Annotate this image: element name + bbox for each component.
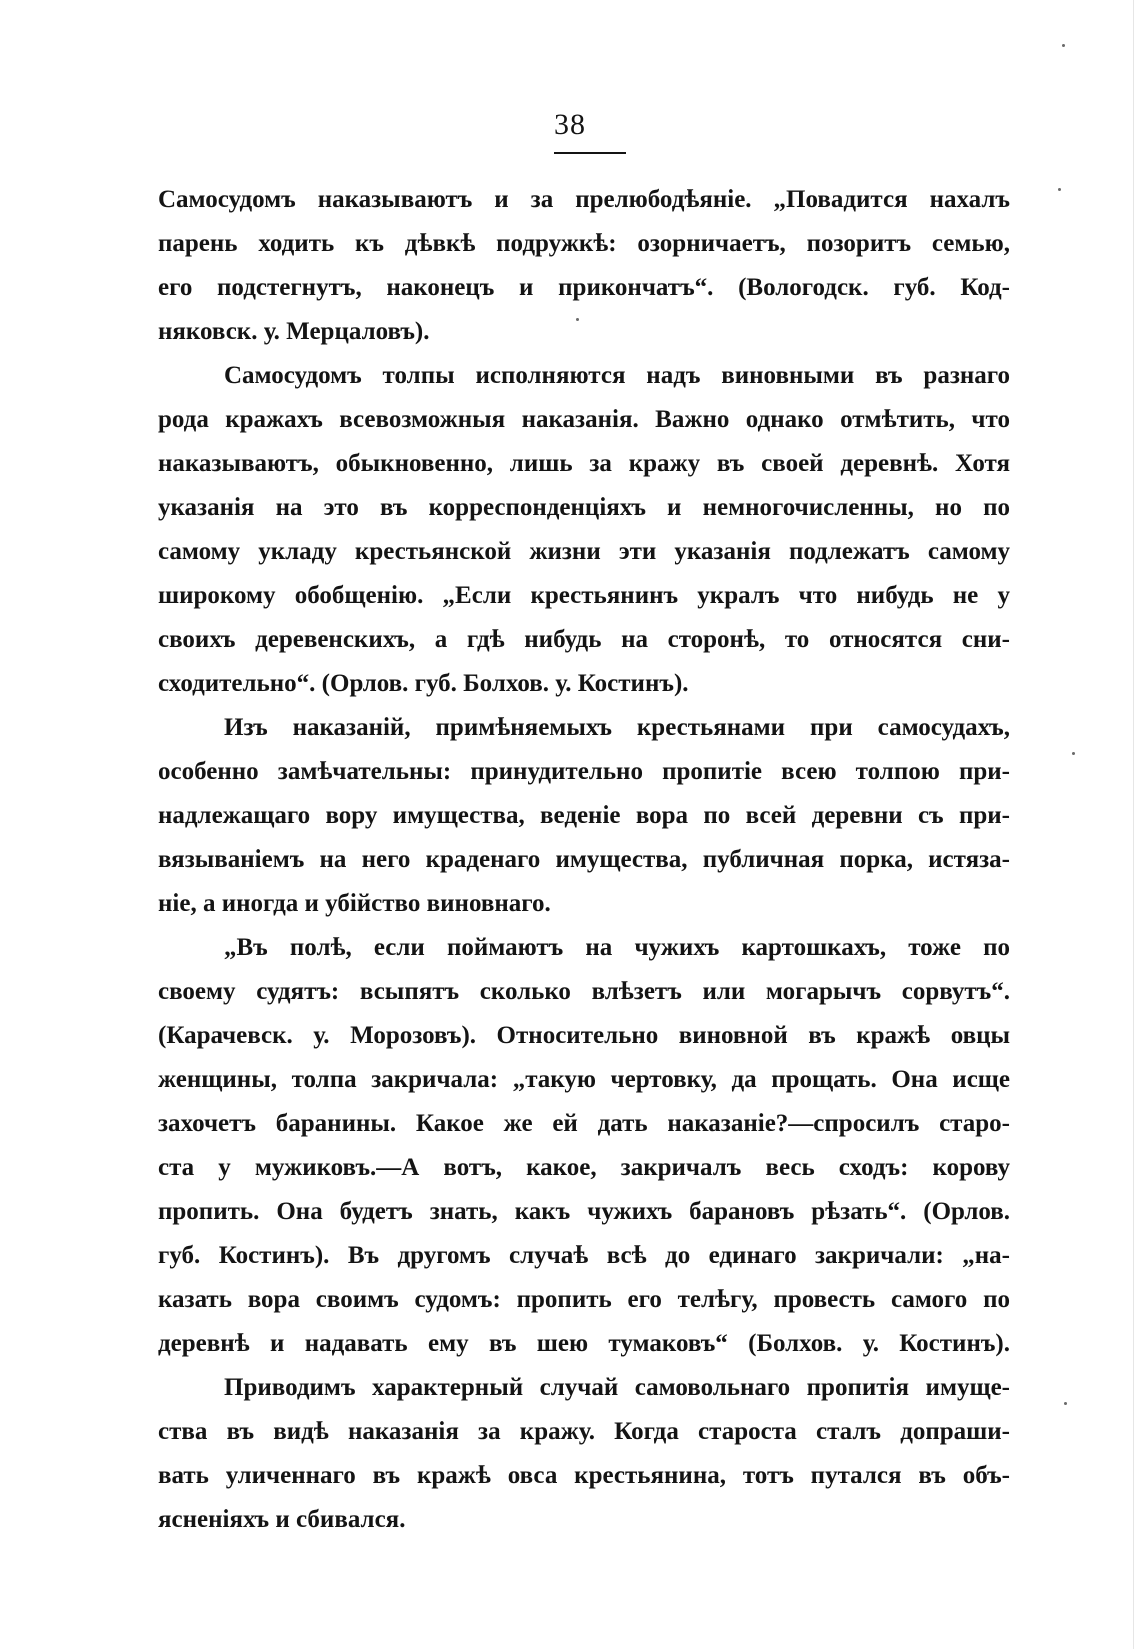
text-line: ніе, а иногда и убійство виновнаго. [158, 890, 551, 917]
text-line: захочетъ баранины. Какое же ей дать наказаніе?—спросилъ старо- [158, 1110, 1010, 1137]
text-line: наказываютъ, обыкновенно, лишь за кражу въ своей деревнѣ. Хотя [158, 450, 1010, 477]
text-line: ста у мужиковъ.—А вотъ, какое, закричалъ весь сходъ: корову [158, 1154, 1010, 1181]
text-line: указанія на это въ корреспонденціяхъ и немногочисленны, но по [158, 494, 1010, 521]
margin-speck [1064, 1402, 1067, 1405]
text-line: его подстегнутъ, наконецъ и прикончатъ“. (Вологодск. губ. Код- [158, 274, 1010, 301]
text-line: вязываніемъ на него краденаго имущества, публичная порка, истяза- [158, 846, 1010, 873]
margin-speck [576, 318, 579, 321]
text-line: своему судятъ: всыпятъ сколько влѣзетъ или могарычъ сорвутъ“. [158, 978, 1010, 1005]
text-line: женщины, толпа закричала: „такую чертовку, да прощать. Она исще [158, 1066, 1010, 1093]
text-line: пропить. Она будетъ знать, какъ чужихъ барановъ рѣзать“. (Орлов. [158, 1198, 1010, 1225]
text-line: Приводимъ характерный случай самовольнаго пропитія имуще- [224, 1374, 1010, 1401]
margin-speck [1072, 752, 1075, 755]
margin-speck [1062, 44, 1065, 47]
text-line: самому укладу крестьянской жизни эти указанія подлежатъ самому [158, 538, 1010, 565]
text-line: особенно замѣчательны: принудительно пропитіе всею толпою при- [158, 758, 1010, 785]
text-line: губ. Костинъ). Въ другомъ случаѣ всѣ до единаго закричали: „на- [158, 1242, 1010, 1269]
text-line: парень ходить къ дѣвкѣ подружкѣ: озорничаетъ, позоритъ семью, [158, 230, 1010, 257]
scan-edge-line [1133, 0, 1134, 1649]
text-line: рода кражахъ всевозможныя наказанія. Важно однако отмѣтить, что [158, 406, 1010, 433]
text-line: своихъ деревенскихъ, а гдѣ нибудь на сторонѣ, то относятся сни- [158, 626, 1010, 653]
text-line: вать уличеннаго въ кражѣ овса крестьянина, тотъ путался въ объ- [158, 1462, 1010, 1489]
text-line: деревнѣ и надавать ему въ шею тумаковъ“ (Болхов. у. Костинъ). [158, 1330, 1010, 1357]
text-line: Самосудомъ толпы исполняются надъ виновными въ разнаго [224, 362, 1010, 389]
body-text [158, 178, 1010, 1542]
text-line: сходительно“. (Орлов. губ. Болхов. у. Костинъ). [158, 670, 689, 697]
text-line: (Карачевск. у. Морозовъ). Относительно виновной въ кражѣ овцы [158, 1022, 1010, 1049]
page-number: 38 [554, 108, 586, 141]
text-line: широкому обобщенію. „Если крестьянинъ укралъ что нибудь не у [158, 582, 1010, 609]
text-line: надлежащаго вору имущества, веденіе вора по всей деревни съ при- [158, 802, 1010, 829]
text-line: казать вора своимъ судомъ: пропить его телѣгу, провесть самого по [158, 1286, 1010, 1313]
text-line: ства въ видѣ наказанія за кражу. Когда староста сталъ допраши- [158, 1418, 1010, 1445]
text-line: няковск. у. Мерцаловъ). [158, 318, 430, 345]
margin-speck [1058, 188, 1061, 191]
text-line: „Въ полѣ, если поймаютъ на чужихъ картошкахъ, тоже по [224, 934, 1010, 961]
text-line: Самосудомъ наказываютъ и за прелюбодѣяніе. „Повадится нахалъ [158, 186, 1010, 213]
text-line: Изъ наказаній, примѣняемыхъ крестьянами при самосудахъ, [224, 714, 1010, 741]
page-number-underline [554, 152, 626, 154]
text-line: ясненіяхъ и сбивался. [158, 1506, 406, 1533]
